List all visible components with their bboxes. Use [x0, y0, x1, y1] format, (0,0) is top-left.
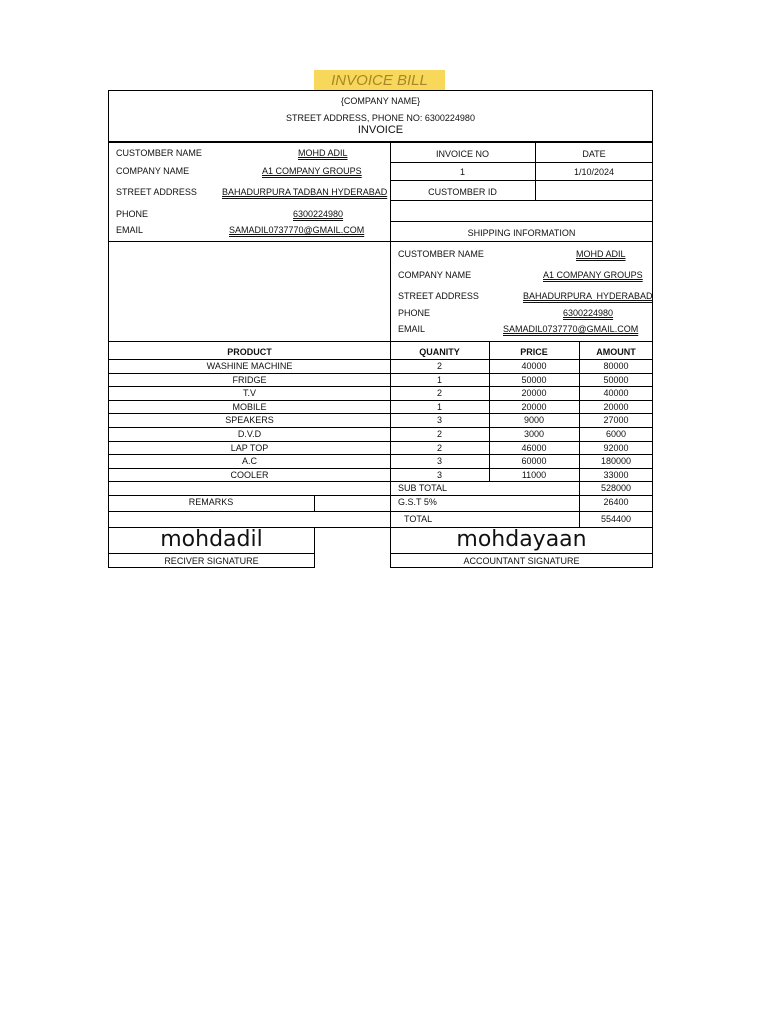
table-cell-amount: 92000 [603, 442, 629, 453]
ship-phone-label: PHONE [398, 308, 431, 318]
customer-id-label: CUSTOMBER ID [428, 187, 497, 197]
table-cell-product: LAP TOP [230, 442, 269, 453]
gst-label: G.S.T 5% [398, 497, 437, 507]
table-cell-quantity: 1 [436, 401, 442, 412]
table-cell-product: MOBILE [232, 401, 267, 412]
col-header-amount: AMOUNT [596, 347, 636, 357]
receiver-signature: mohdadil [160, 527, 263, 552]
table-cell-quantity: 3 [436, 469, 442, 480]
table-cell-product: D.V.D [237, 429, 262, 439]
invoice-no-value: 1 [459, 167, 465, 177]
table-cell-price: 9000 [523, 415, 545, 426]
company-address: STREET ADDRESS, PHONE NO: 6300224980 [286, 113, 475, 123]
invoice-title: INVOICE BILL [314, 70, 445, 91]
company-name-placeholder: {COMPANY NAME} [340, 96, 421, 106]
invoice-no-label: INVOICE NO [435, 149, 489, 159]
col-header-product: PRODUCT [227, 347, 272, 357]
table-cell-amount: 50000 [603, 374, 629, 385]
receiver-signature-label: RECIVER SIGNATURE [164, 556, 259, 566]
date-value: 1/10/2024 [573, 167, 615, 177]
table-cell-quantity: 3 [436, 456, 442, 467]
shipping-title: SHIPPING INFORMATION [467, 228, 576, 238]
table-cell-quantity: 1 [436, 374, 442, 385]
ship-street-label: STREET ADDRESS [398, 291, 479, 301]
table-cell-amount: 80000 [603, 361, 629, 371]
table-cell-price: 60000 [521, 456, 547, 467]
table-cell-product: FRIDGE [232, 374, 267, 385]
table-cell-price: 40000 [521, 361, 547, 371]
table-cell-amount: 33000 [603, 469, 629, 480]
bill-company-label: COMPANY NAME [116, 166, 190, 176]
date-label: DATE [582, 149, 606, 159]
ship-company-label: COMPANY NAME [398, 270, 472, 280]
table-cell-price: 50000 [521, 374, 547, 385]
table-cell-product: COOLER [230, 469, 269, 480]
bill-phone-label: PHONE [116, 209, 149, 219]
table-cell-price: 46000 [521, 442, 547, 453]
table-cell-amount: 27000 [603, 415, 629, 426]
table-cell-price: 20000 [521, 388, 547, 399]
bill-customer-label: CUSTOMBER NAME [116, 148, 202, 158]
ship-street-value: BAHADURPURA HYDERABAD [523, 291, 653, 301]
table-cell-price: 20000 [521, 401, 547, 412]
bill-street-label: STREET ADDRESS [116, 187, 197, 197]
table-cell-quantity: 2 [436, 429, 442, 439]
accountant-signature-label: ACCOUNTANT SIGNATURE [463, 556, 580, 566]
col-header-quantity: QUANITY [419, 347, 460, 357]
blank-box [108, 241, 391, 342]
table-cell-quantity: 2 [436, 361, 442, 371]
bill-company-value: A1 COMPANY GROUPS [262, 166, 362, 176]
table-cell-amount: 6000 [605, 429, 627, 439]
table-cell-quantity: 2 [436, 442, 442, 453]
ship-company-value: A1 COMPANY GROUPS [543, 270, 643, 280]
accountant-signature: mohdayaan [456, 527, 587, 552]
col-header-price: PRICE [520, 347, 548, 357]
total-label: TOTAL [404, 514, 433, 524]
table-cell-product: SPEAKERS [225, 415, 274, 426]
subtotal-label: SUB TOTAL [398, 483, 448, 493]
remarks-label: REMARKS [188, 497, 234, 507]
ship-email-label: EMAIL [398, 324, 426, 334]
bill-customer-value: MOHD ADIL [298, 148, 348, 158]
subtotal-value: 528000 [600, 483, 632, 493]
table-cell-amount: 180000 [600, 456, 632, 467]
table-cell-product: T.V [242, 388, 256, 399]
ship-email-value: SAMADIL0737770@GMAIL.COM [503, 324, 639, 334]
bill-phone-value: 6300224980 [293, 209, 344, 219]
bill-street-value: BAHADURPURA TADBAN HYDERABAD [222, 187, 388, 197]
bill-email-label: EMAIL [116, 225, 144, 235]
table-cell-product: WASHINE MACHINE [206, 361, 293, 371]
ship-customer-value: MOHD ADIL [576, 249, 626, 259]
table-cell-amount: 20000 [603, 401, 629, 412]
invoice-heading: INVOICE [357, 124, 404, 136]
gst-value: 26400 [603, 497, 629, 507]
total-value: 554400 [600, 514, 632, 524]
bill-email-value: SAMADIL0737770@GMAIL.COM [229, 225, 365, 235]
table-cell-product: A.C [241, 456, 257, 467]
table-cell-price: 11000 [521, 469, 547, 480]
ship-customer-label: CUSTOMBER NAME [398, 249, 484, 259]
ship-phone-value: 6300224980 [563, 308, 614, 318]
table-cell-price: 3000 [523, 429, 545, 439]
table-cell-amount: 40000 [603, 388, 629, 399]
table-cell-quantity: 3 [436, 415, 442, 426]
table-cell-quantity: 2 [436, 388, 442, 399]
